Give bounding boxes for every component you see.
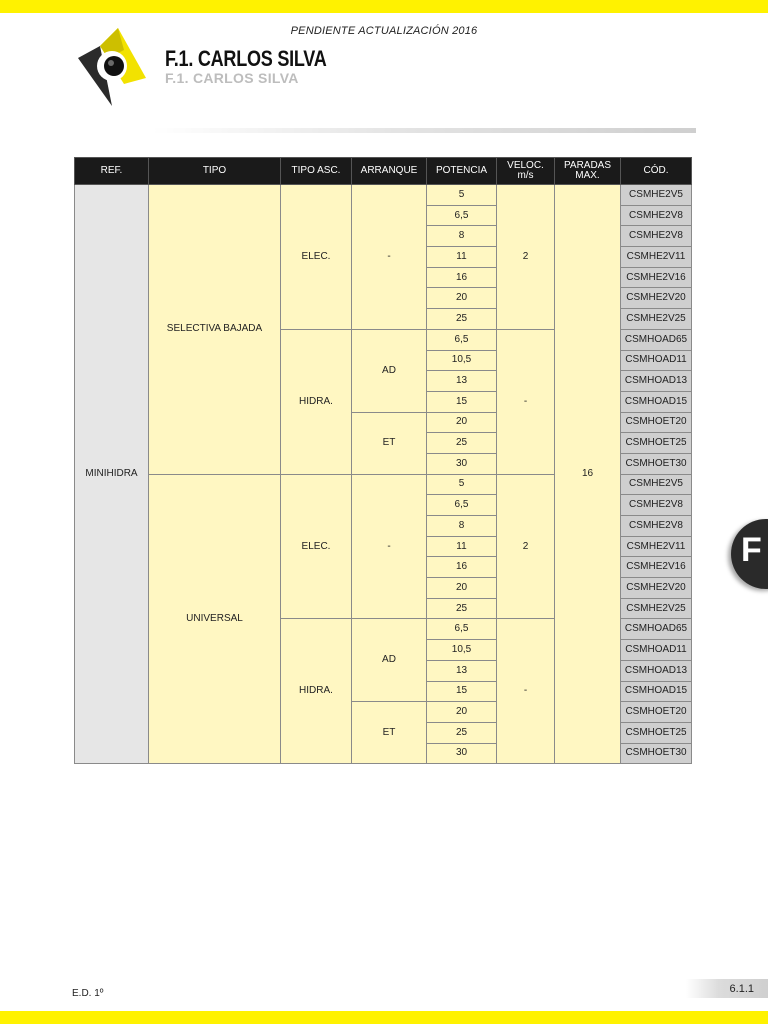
potencia-cell: 25	[427, 309, 497, 330]
cod-cell: CSMHE2V25	[621, 309, 692, 330]
cod-cell: CSMHE2V20	[621, 288, 692, 309]
potencia-cell: 25	[427, 433, 497, 454]
section-tab	[731, 519, 768, 589]
tipo-asc-cell: HIDRA.	[281, 329, 352, 474]
potencia-cell: 6,5	[427, 619, 497, 640]
potencia-cell: 20	[427, 702, 497, 723]
cod-cell: CSMHE2V11	[621, 247, 692, 268]
paradas-label: PARADAS	[563, 160, 612, 171]
tipo-cell: SELECTIVA BAJADA	[149, 185, 281, 475]
edition-label: E.D. 1º	[72, 988, 104, 999]
cod-cell: CSMHE2V16	[621, 557, 692, 578]
veloc-label: VELOC.	[507, 160, 544, 171]
cod-cell: CSMHOET25	[621, 433, 692, 454]
paradas-cell: 16	[555, 185, 621, 764]
cod-cell: CSMHE2V25	[621, 598, 692, 619]
potencia-cell: 15	[427, 681, 497, 702]
cod-cell: CSMHE2V8	[621, 516, 692, 537]
cod-cell: CSMHE2V8	[621, 205, 692, 226]
cod-cell: CSMHE2V8	[621, 495, 692, 516]
potencia-cell: 8	[427, 516, 497, 537]
col-header-arranque: ARRANQUE	[352, 158, 427, 185]
potencia-cell: 10,5	[427, 350, 497, 371]
cod-cell: CSMHE2V8	[621, 226, 692, 247]
cod-cell: CSMHOAD65	[621, 619, 692, 640]
bottom-yellow-bar	[0, 1011, 768, 1024]
potencia-cell: 13	[427, 371, 497, 392]
potencia-cell: 20	[427, 412, 497, 433]
potencia-cell: 15	[427, 391, 497, 412]
col-header-cod: CÓD.	[621, 158, 692, 185]
col-header-veloc	[497, 158, 555, 185]
potencia-cell: 10,5	[427, 640, 497, 661]
potencia-cell: 16	[427, 557, 497, 578]
tipo-asc-cell: HIDRA.	[281, 619, 352, 764]
page-number: 6.1.1	[729, 983, 754, 995]
cod-cell: CSMHOAD65	[621, 329, 692, 350]
company-logo-icon	[78, 28, 150, 106]
paradas-sub-label: MAX.	[575, 170, 600, 181]
update-notice: PENDIENTE ACTUALIZACIÓN 2016	[290, 25, 478, 37]
potencia-cell: 25	[427, 722, 497, 743]
cod-cell: CSMHOET30	[621, 453, 692, 474]
tipo-asc-cell: ELEC.	[281, 474, 352, 619]
cod-cell: CSMHOAD15	[621, 391, 692, 412]
brand-title: F.1. CARLOS SILVA	[165, 46, 327, 71]
arranque-cell: -	[352, 474, 427, 619]
cod-cell: CSMHOET25	[621, 722, 692, 743]
cod-cell: CSMHOAD11	[621, 350, 692, 371]
cod-cell: CSMHOAD11	[621, 640, 692, 661]
potencia-cell: 25	[427, 598, 497, 619]
page-number-box	[686, 979, 768, 998]
section-tab-letter: F	[741, 531, 762, 569]
top-yellow-bar	[0, 0, 768, 13]
veloc-cell: 2	[497, 474, 555, 619]
cod-cell: CSMHOET20	[621, 412, 692, 433]
potencia-cell: 20	[427, 288, 497, 309]
arranque-cell: AD	[352, 329, 427, 412]
cod-cell: CSMHOET20	[621, 702, 692, 723]
arranque-cell: ET	[352, 412, 427, 474]
veloc-cell: -	[497, 329, 555, 474]
veloc-unit: m/s	[517, 170, 534, 181]
cod-cell: CSMHE2V5	[621, 474, 692, 495]
col-header-potencia: POTENCIA	[427, 158, 497, 185]
cod-cell: CSMHE2V20	[621, 578, 692, 599]
potencia-cell: 5	[427, 474, 497, 495]
cod-cell: CSMHOET30	[621, 743, 692, 764]
cod-cell: CSMHE2V5	[621, 185, 692, 206]
potencia-cell: 8	[427, 226, 497, 247]
veloc-cell: -	[497, 619, 555, 764]
tipo-cell: UNIVERSAL	[149, 474, 281, 764]
brand-subtitle: F.1. CARLOS SILVA	[165, 70, 299, 86]
arranque-cell: ET	[352, 702, 427, 764]
potencia-cell: 30	[427, 743, 497, 764]
col-header-paradas	[555, 158, 621, 185]
arranque-cell: -	[352, 185, 427, 330]
potencia-cell: 6,5	[427, 205, 497, 226]
cod-cell: CSMHOAD15	[621, 681, 692, 702]
product-table	[74, 157, 692, 764]
cod-cell: CSMHOAD13	[621, 371, 692, 392]
potencia-cell: 5	[427, 185, 497, 206]
potencia-cell: 13	[427, 660, 497, 681]
header-divider	[152, 128, 696, 133]
potencia-cell: 11	[427, 536, 497, 557]
tipo-asc-cell: ELEC.	[281, 185, 352, 330]
potencia-cell: 6,5	[427, 329, 497, 350]
cod-cell: CSMHE2V11	[621, 536, 692, 557]
cod-cell: CSMHE2V16	[621, 267, 692, 288]
col-header-ref: REF.	[75, 158, 149, 185]
col-header-tipo-asc: TIPO ASC.	[281, 158, 352, 185]
potencia-cell: 30	[427, 453, 497, 474]
veloc-cell: 2	[497, 185, 555, 330]
table-row	[75, 185, 692, 206]
potencia-cell: 16	[427, 267, 497, 288]
ref-cell: MINIHIDRA	[75, 185, 149, 764]
col-header-tipo: TIPO	[149, 158, 281, 185]
potencia-cell: 6,5	[427, 495, 497, 516]
potencia-cell: 20	[427, 578, 497, 599]
potencia-cell: 11	[427, 247, 497, 268]
arranque-cell: AD	[352, 619, 427, 702]
cod-cell: CSMHOAD13	[621, 660, 692, 681]
table-header-row	[75, 158, 692, 185]
